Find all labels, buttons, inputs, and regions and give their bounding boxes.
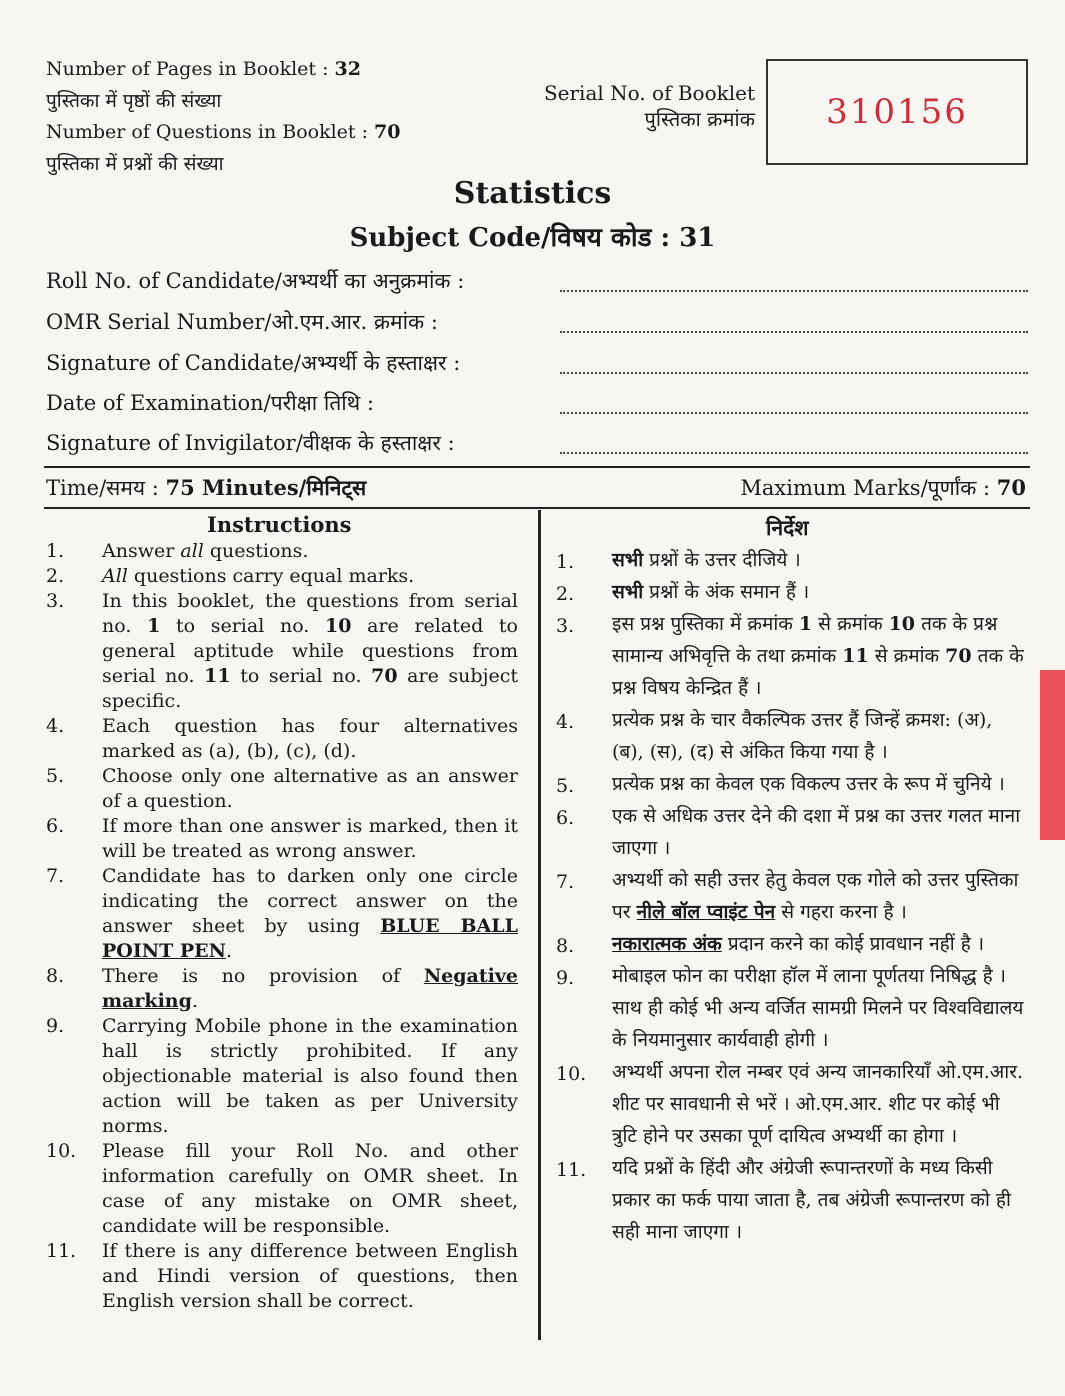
list-item: 9. Carrying Mobile phone in the examination hall is strictly prohibited. If any objectionable material is also found then action will be taken as per University norms. [46, 1015, 518, 1137]
red-edge-tab [1040, 670, 1065, 840]
time-label: Time/समय : 75 Minutes/मिनिट्स [46, 475, 367, 500]
pages-label: Number of Pages in Booklet : [46, 58, 335, 80]
roll-no-field[interactable] [560, 290, 1028, 292]
serial-label-hi: पुस्तिका क्रमांक [644, 107, 755, 131]
list-item: 5. प्रत्येक प्रश्न का केवल एक विकल्प उत्तर के रूप में चुनिये । [556, 773, 1005, 797]
questions-value: 70 [374, 121, 401, 143]
time-marks-row [46, 474, 1026, 502]
list-item: 8. There is no provision of Negative marking. [46, 965, 518, 1012]
serial-label-en: Serial No. of Booklet [543, 81, 755, 105]
list-item: 6. एक से अधिक उत्तर देने की दशा में प्रश्न का उत्तर गलत माना जाएगा । [556, 805, 1021, 859]
exam-date-label: Date of Examination/परीक्षा तिथि : [46, 391, 374, 415]
list-item: 3. In this booklet, the questions from serial no. 1 to serial no. 10 are related to general aptitude while questions from serial no. 11 to serial no. 70 are subject specific. [46, 590, 518, 712]
list-item: 4. Each question has four alternatives marked as (a), (b), (c), (d). [46, 715, 518, 762]
mid-rule [44, 507, 1030, 509]
list-item: 9. मोबाइल फोन का परीक्षा हॉल में लाना पूर्णतया निषिद्ध है । साथ ही कोई भी अन्य वर्जित सामग्री मिलने पर विश्वविद्यालय के नियमानुसार कार्यवाही होगी । [556, 965, 1024, 1051]
candidate-signature-field[interactable] [560, 372, 1028, 374]
list-item: 2. All questions carry equal marks. [46, 565, 415, 587]
serial-label [510, 80, 755, 132]
questions-count-hindi: पुस्तिका में प्रश्नों की संख्या [46, 153, 224, 175]
candidate-signature-label: Signature of Candidate/अभ्यर्थी के हस्ताक्षर : [46, 351, 461, 375]
omr-serial-field[interactable] [560, 331, 1028, 333]
list-item: 6. If more than one answer is marked, then it will be treated as wrong answer. [46, 815, 518, 862]
list-item: 1. सभी प्रश्नों के उत्तर दीजिये । [556, 549, 801, 573]
list-item: 8. नकारात्मक अंक प्रदान करने का कोई प्रावधान नहीं है । [556, 933, 985, 957]
list-item: 5. Choose only one alternative as an answer of a question. [46, 765, 518, 812]
pages-count-line [46, 54, 361, 85]
list-item: 7. अभ्यर्थी को सही उत्तर हेतु केवल एक गोले को उत्तर पुस्तिका पर नीले बॉल प्वाइंट पेन से गहरा करना है । [556, 869, 1019, 923]
column-divider [538, 510, 541, 1340]
list-item: 4. प्रत्येक प्रश्न के चार वैकल्पिक उत्तर हैं जिन्हें क्रमश: (अ), (ब), (स), (द) से अंकित किया गया है । [556, 709, 993, 763]
subject-title: Statistics [453, 176, 612, 211]
list-item: 10. अभ्यर्थी अपना रोल नम्बर एवं अन्य जानकारियाँ ओ.एम.आर. शीट पर सावधानी से भरें । ओ.एम.आर. शीट पर कोई भी त्रुटि होने पर उसका पूर्ण दायित्व अभ्यर्थी का होगा । [556, 1061, 1024, 1147]
list-item: 3. इस प्रश्न पुस्तिका में क्रमांक 1 से क्रमांक 10 तक के प्रश्न सामान्य अभिवृत्ति के तथा क्रमांक 11 से क्रमांक 70 तक के प्रश्न विषय केन्द्रित हैं । [556, 613, 1024, 699]
instructions-list-hi [556, 544, 1030, 1248]
invigilator-signature-field[interactable] [560, 452, 1028, 454]
max-marks-label: Maximum Marks/पूर्णांक : 70 [740, 475, 1026, 500]
exam-date-field[interactable] [560, 412, 1028, 414]
pages-value: 32 [334, 58, 361, 80]
list-item: 11. If there is any difference between English and Hindi version of questions, then English version shall be correct. [46, 1240, 518, 1312]
invigilator-signature-label: Signature of Invigilator/वीक्षक के हस्ताक्षर : [46, 431, 455, 455]
roll-no-label: Roll No. of Candidate/अभ्यर्थी का अनुक्रमांक : [46, 269, 465, 293]
instructions-heading: Instructions [207, 512, 352, 537]
questions-label: Number of Questions in Booklet : [46, 121, 375, 143]
list-item: 2. सभी प्रश्नों के अंक समान हैं । [556, 581, 810, 605]
instructions-heading-hi: निर्देश [766, 515, 809, 540]
list-item: 10. Please fill your Roll No. and other information carefully on OMR sheet. In case of any mistake on OMR sheet, candidate will be responsible. [46, 1140, 518, 1237]
list-item: 1. Answer all questions. [46, 540, 309, 562]
subject-code: Subject Code/विषय कोड : 31 [349, 223, 716, 253]
list-item: 11. यदि प्रश्नों के हिंदी और अंग्रेजी रूपान्तरणों के मध्य किसी प्रकार का फर्क पाया जाता है, तब अंग्रेजी रूपान्तरण को ही सही माना जाएगा । [556, 1157, 1011, 1243]
instructions-list-en [46, 539, 518, 1314]
omr-serial-label: OMR Serial Number/ओ.एम.आर. क्रमांक : [46, 310, 438, 334]
questions-count-line [46, 117, 401, 148]
serial-number-box: 310156 [766, 59, 1028, 165]
top-rule [44, 466, 1030, 468]
pages-count-hindi: पुस्तिका में पृष्ठों की संख्या [46, 90, 222, 112]
list-item: 7. Candidate has to darken only one circle indicating the correct answer on the answer sheet by using BLUE BALL POINT PEN. [46, 865, 518, 962]
